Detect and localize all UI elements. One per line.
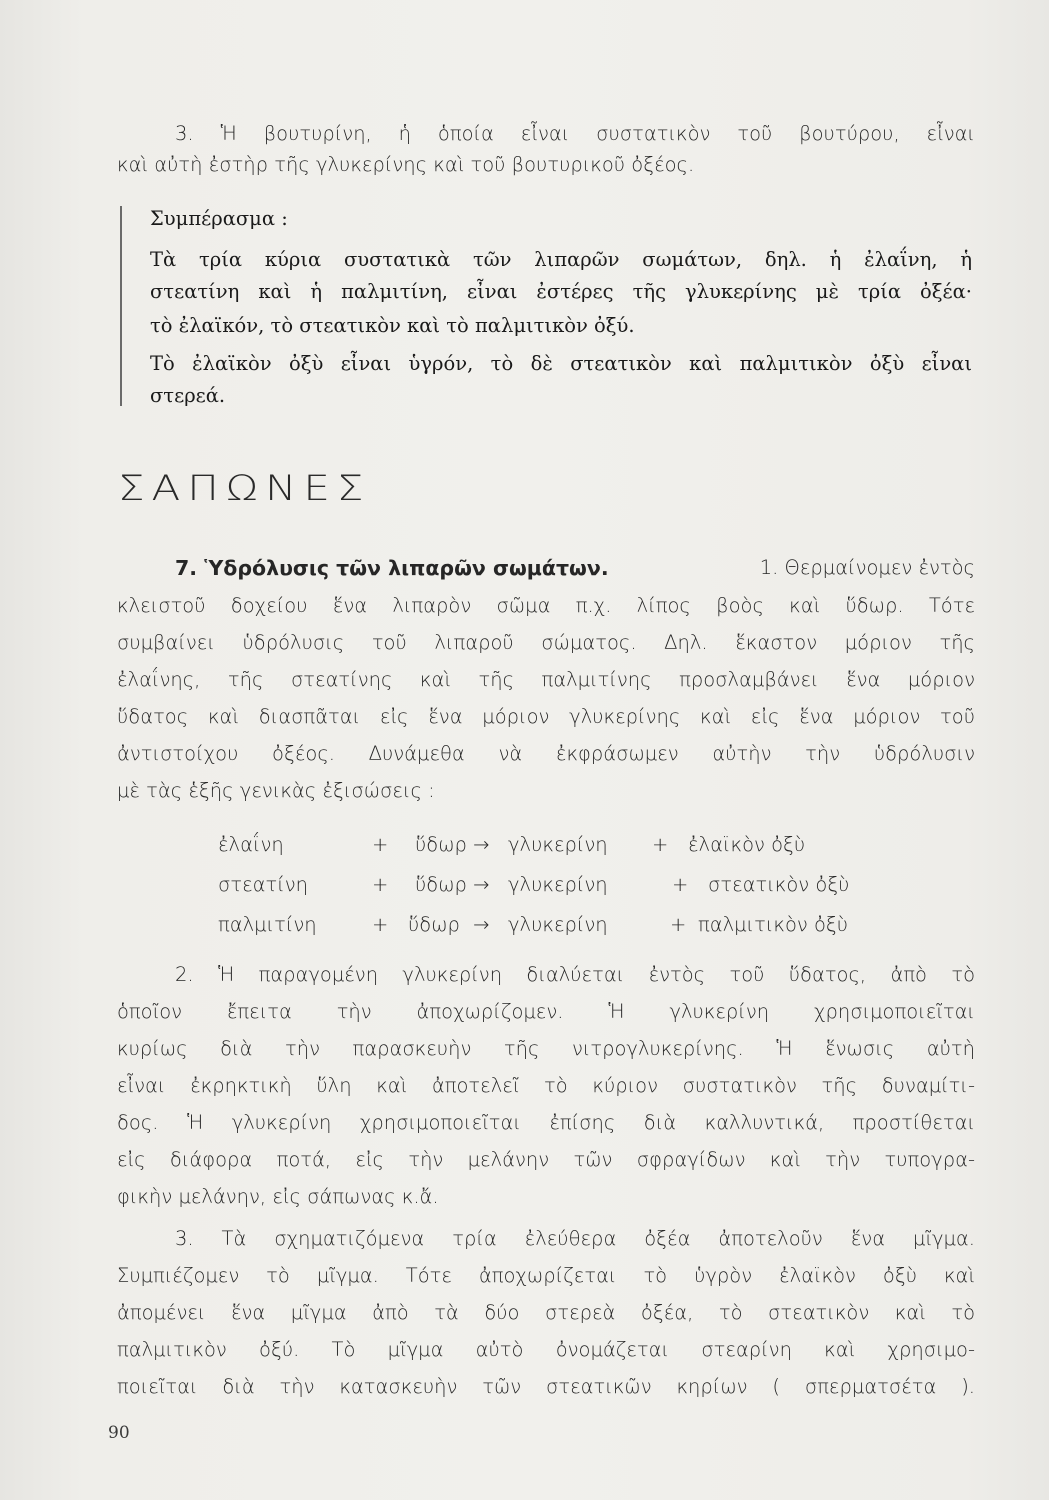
section7-line-2: συμβαίνει ὑδρόλυσις τοῦ λιπαροῦ σώματος. Δηλ. ἕκαστον μόριον τῆς [117,631,975,654]
section-heading: ΣΑΠΩΝΕΣ [118,468,371,509]
equation-glycerin: γλυκερίνη [508,833,608,856]
section7-title: 7. Ὑδρόλυσις τῶν λιπαρῶν σωμάτων. [175,556,609,580]
paragraph2-line-4: εἶναι ἐκρηκτικὴ ὕλη καὶ ἀποτελεῖ τὸ κύριον συστατικὸν τῆς δυναμίτι- [117,1074,975,1097]
equation-plus: + [372,913,389,936]
equation-plus: + [372,833,389,856]
arrow-icon: → [473,833,490,856]
paragraph2-line-7: φικὴν μελάνην, εἰς σάπωνας κ.ἄ. [117,1185,439,1208]
equation-row [0,870,1049,900]
equation-glycerin: γλυκερίνη [508,913,608,936]
conclusion-line-2: στεατίνη καὶ ἡ παλμιτίνη, εἶναι ἐστέρες τῆς γλυκερίνης μὲ τρία ὀξέα· [150,280,972,303]
equation-acid: ἐλαϊκὸν ὀξὺ [688,833,806,856]
page-number: 90 [108,1423,130,1443]
paragraph3-line-3: ἀπομένει ἕνα μῖγμα ἀπὸ τὰ δύο στερεὰ ὀξέα, τὸ στεατικὸν καὶ τὸ [117,1301,975,1324]
paragraph3-line-5: ποιεῖται διὰ τὴν κατασκευὴν τῶν στεατικῶν κηρίων ( σπερματσέτα ). [117,1375,975,1398]
equation-acid: παλμιτικὸν ὀξὺ [698,913,849,936]
equation-reactant: στεατίνη [218,873,309,896]
paragraph2-line-1: 2. Ἡ παραγομένη γλυκερίνη διαλύεται ἐντὸς τοῦ ὕδατος, ἀπὸ τὸ [175,963,975,986]
equation-plus: + [670,913,687,936]
arrow-icon: → [473,873,490,896]
arrow-icon: → [473,913,490,936]
paragraph2-line-2: ὁποῖον ἔπειτα τὴν ἀποχωρίζομεν. Ἡ γλυκερίνη χρησιμοποιεῖται [117,1000,975,1023]
equation-reactant: παλμιτίνη [218,913,317,936]
section7-line-6: μὲ τὰς ἑξῆς γενικὰς ἐξισώσεις : [117,779,435,802]
section7-first-line-rest: 1. Θερμαίνομεν ἐντὸς [759,556,975,579]
equation-row [0,910,1049,940]
paragraph2-line-6: εἰς διάφορα ποτά, εἰς τὴν μελάνην τῶν σφραγίδων καὶ τὴν τυπογρα- [117,1148,975,1171]
conclusion-label: Συμπέρασμα : [150,207,288,230]
section7-first-line [175,553,975,583]
paragraph3-line-4: παλμιτικὸν ὀξύ. Τὸ μῖγμα αὐτὸ ὀνομάζεται στεαρίνη καὶ χρησιμο- [117,1338,975,1361]
paragraph2-line-5: δος. Ἡ γλυκερίνη χρησιμοποιεῖται ἐπίσης διὰ καλλυντικά, προστίθεται [117,1111,975,1134]
paragraph2-line-3: κυρίως διὰ τὴν παρασκευὴν τῆς νιτρογλυκερίνης. Ἡ ἕνωσις αὐτὴ [117,1037,975,1060]
equation-plus: + [652,833,669,856]
equation-plus: + [372,873,389,896]
equation-water: ὕδωρ [408,913,460,936]
equation-water: ὕδωρ [415,873,467,896]
intro-line-2: καὶ αὐτὴ ἐστὴρ τῆς γλυκερίνης καὶ τοῦ βουτυρικοῦ ὀξέος. [117,153,695,176]
equation-reactant: ἐλαΐνη [218,833,284,856]
conclusion-side-bar [120,206,122,406]
equation-glycerin: γλυκερίνη [508,873,608,896]
equation-water: ὕδωρ [415,833,467,856]
section7-line-4: ὕδατος καὶ διασπᾶται εἰς ἕνα μόριον γλυκερίνης καὶ εἰς ἕνα μόριον τοῦ [117,705,975,728]
conclusion-line-3: τὸ ἐλαϊκόν, τὸ στεατικὸν καὶ τὸ παλμιτικὸν ὀξύ. [150,314,635,337]
intro-line-1: 3. Ἡ βουτυρίνη, ἡ ὁποία εἶναι συστατικὸν τοῦ βουτύρου, εἶναι [175,122,975,145]
equation-plus: + [672,873,689,896]
equation-acid: στεατικὸν ὀξὺ [708,873,850,896]
paragraph3-line-1: 3. Τὰ σχηματιζόμενα τρία ἐλεύθερα ὀξέα ἀποτελοῦν ἕνα μῖγμα. [175,1227,975,1250]
conclusion-line-5: στερεά. [150,384,226,407]
section7-line-1: κλειστοῦ δοχείου ἕνα λιπαρὸν σῶμα π.χ. λίπος βοὸς καὶ ὕδωρ. Τότε [117,594,975,617]
section7-line-5: ἀντιστοίχου ὀξέος. Δυνάμεθα νὰ ἐκφράσωμεν αὐτὴν τὴν ὑδρόλυσιν [117,742,975,765]
section7-line-3: ἐλαΐνης, τῆς στεατίνης καὶ τῆς παλμιτίνης προσλαμβάνει ἕνα μόριον [117,668,975,691]
conclusion-line-1: Τὰ τρία κύρια συστατικὰ τῶν λιπαρῶν σωμάτων, δηλ. ἡ ἐλαΐνη, ἡ [150,248,972,271]
paragraph3-line-2: Συμπιέζομεν τὸ μῖγμα. Τότε ἀποχωρίζεται τὸ ὑγρὸν ἐλαϊκὸν ὀξὺ καὶ [117,1264,975,1287]
conclusion-line-4: Τὸ ἐλαϊκὸν ὀξὺ εἶναι ὑγρόν, τὸ δὲ στεατικὸν καὶ παλμιτικὸν ὀξὺ εἶναι [150,352,972,375]
equation-row [0,830,1049,860]
